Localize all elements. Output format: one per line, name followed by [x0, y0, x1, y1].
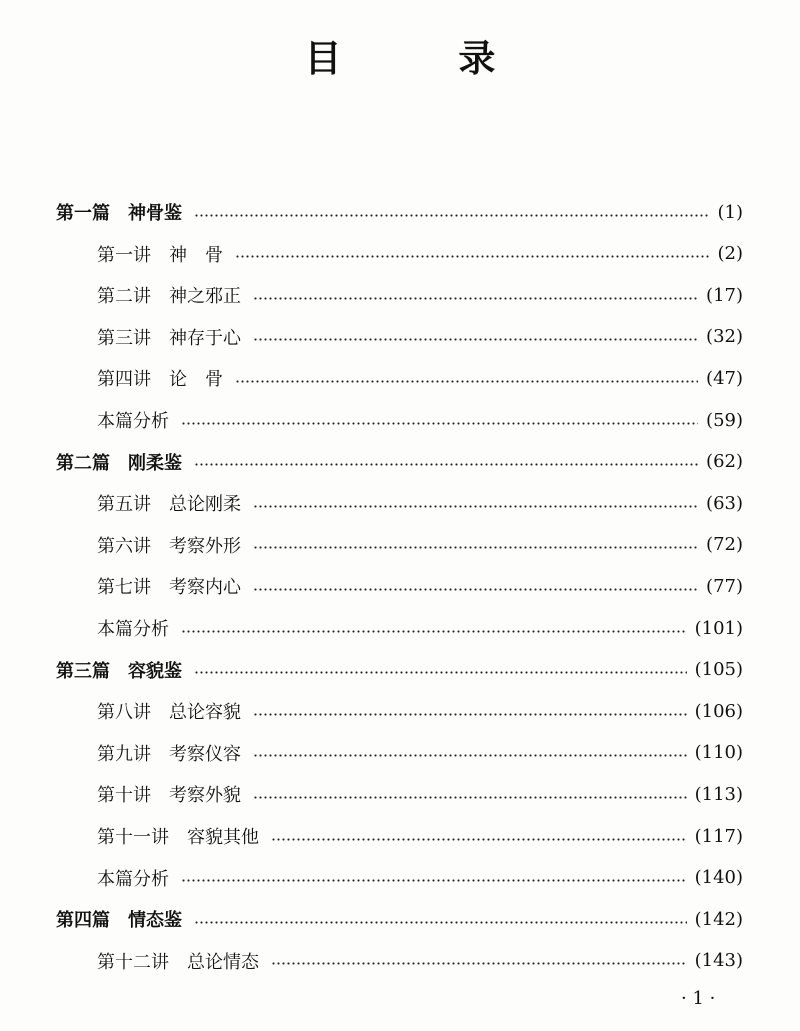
- dot-leader: [194, 214, 710, 217]
- toc-entry-page: (106): [694, 700, 743, 722]
- toc-entry-page: (62): [706, 451, 743, 473]
- dot-leader: [235, 380, 698, 383]
- toc-entry-label: 本篇分析: [97, 411, 169, 432]
- toc-entry-page: (63): [706, 492, 743, 514]
- toc-entry-page: (77): [706, 575, 743, 597]
- dot-leader: [253, 546, 698, 549]
- toc-entry-page: (59): [706, 409, 743, 431]
- toc-entry-label: 第七讲 考察内心: [97, 577, 241, 599]
- dot-leader: [253, 505, 698, 508]
- dot-leader: [253, 754, 687, 757]
- toc-entry-page: (32): [706, 326, 743, 348]
- toc-lecture-entry: [0, 488, 743, 518]
- dot-leader: [194, 921, 687, 924]
- toc-entry-page: (143): [694, 950, 743, 972]
- toc-entry-label: 第二篇 刚柔鉴: [56, 452, 182, 474]
- toc-entry-page: (110): [694, 742, 743, 764]
- toc-entry-page: (105): [694, 659, 743, 681]
- toc-lecture-entry: [0, 530, 743, 560]
- toc-entry-label: 第六讲 考察外形: [97, 535, 241, 557]
- toc-entry-label: 第三讲 神存于心: [97, 327, 241, 349]
- toc-lecture-entry: [0, 613, 743, 643]
- dot-leader: [271, 838, 687, 841]
- dot-leader: [253, 796, 687, 799]
- toc-entry-label: 第四讲 论 骨: [97, 369, 223, 391]
- toc-lecture-entry: [0, 863, 743, 893]
- toc-lecture-entry: [0, 239, 743, 269]
- toc-entry-page: (2): [717, 243, 743, 265]
- toc-entry-page: (101): [694, 617, 743, 639]
- toc-lecture-entry: [0, 821, 743, 851]
- dot-leader: [181, 422, 698, 425]
- dot-leader: [194, 671, 687, 674]
- toc-entry-label: 第一讲 神 骨: [97, 244, 223, 266]
- dot-leader: [253, 588, 698, 591]
- toc-entry-page: (17): [706, 284, 743, 306]
- toc-entry-page: (47): [706, 367, 743, 389]
- toc-lecture-entry: [0, 738, 743, 768]
- page-number: · 1 ·: [681, 988, 716, 1009]
- toc-lecture-entry: [0, 571, 743, 601]
- dot-leader: [194, 463, 698, 466]
- toc-entry-label: 第五讲 总论刚柔: [97, 494, 241, 516]
- toc-entry-label: 第二讲 神之邪正: [97, 286, 241, 308]
- toc-lecture-entry: [0, 696, 743, 726]
- toc-entry-page: (1): [717, 201, 743, 223]
- toc-entry-label: 本篇分析: [97, 868, 169, 890]
- toc-entry-label: 第三篇 容貌鉴: [56, 660, 182, 682]
- toc-entry-label: 第十讲 考察外貌: [97, 785, 241, 807]
- toc-lecture-entry: [0, 363, 743, 393]
- dot-leader: [253, 338, 698, 341]
- toc-part-entry: [0, 904, 743, 934]
- dot-leader: [271, 962, 687, 965]
- toc-lecture-entry: [0, 405, 743, 435]
- toc-entry-label: 第十二讲 总论情态: [97, 951, 259, 973]
- toc-part-entry: [0, 447, 743, 477]
- toc-entry-page: (72): [706, 534, 743, 556]
- toc-entry-page: (142): [694, 908, 743, 930]
- page-title: 目 录: [304, 37, 548, 80]
- toc-lecture-entry: [0, 946, 743, 976]
- toc-lecture-entry: [0, 322, 743, 352]
- dot-leader: [181, 879, 687, 882]
- dot-leader: [181, 630, 687, 633]
- toc-entry-page: (117): [694, 825, 743, 847]
- toc-lecture-entry: [0, 779, 743, 809]
- toc-entry-label: 第十一讲 容貌其他: [97, 827, 259, 848]
- dot-leader: [253, 713, 687, 716]
- toc-part-entry: [0, 655, 743, 685]
- toc-entry-page: (140): [694, 867, 743, 889]
- toc-entry-label: 第九讲 考察仪容: [97, 743, 241, 765]
- toc-entry-label: 第一篇 神骨鉴: [56, 203, 182, 224]
- toc-entry-label: 第四篇 情态鉴: [56, 910, 182, 932]
- toc-part-entry: [0, 197, 743, 227]
- show-through-text: [0, 4, 800, 29]
- toc-lecture-entry: [0, 280, 743, 310]
- toc-entry-label: 第八讲 总论容貌: [97, 702, 241, 724]
- toc-entry-page: (113): [694, 783, 743, 805]
- dot-leader: [253, 297, 698, 300]
- toc-entry-label: 本篇分析: [97, 619, 169, 640]
- dot-leader: [235, 255, 710, 258]
